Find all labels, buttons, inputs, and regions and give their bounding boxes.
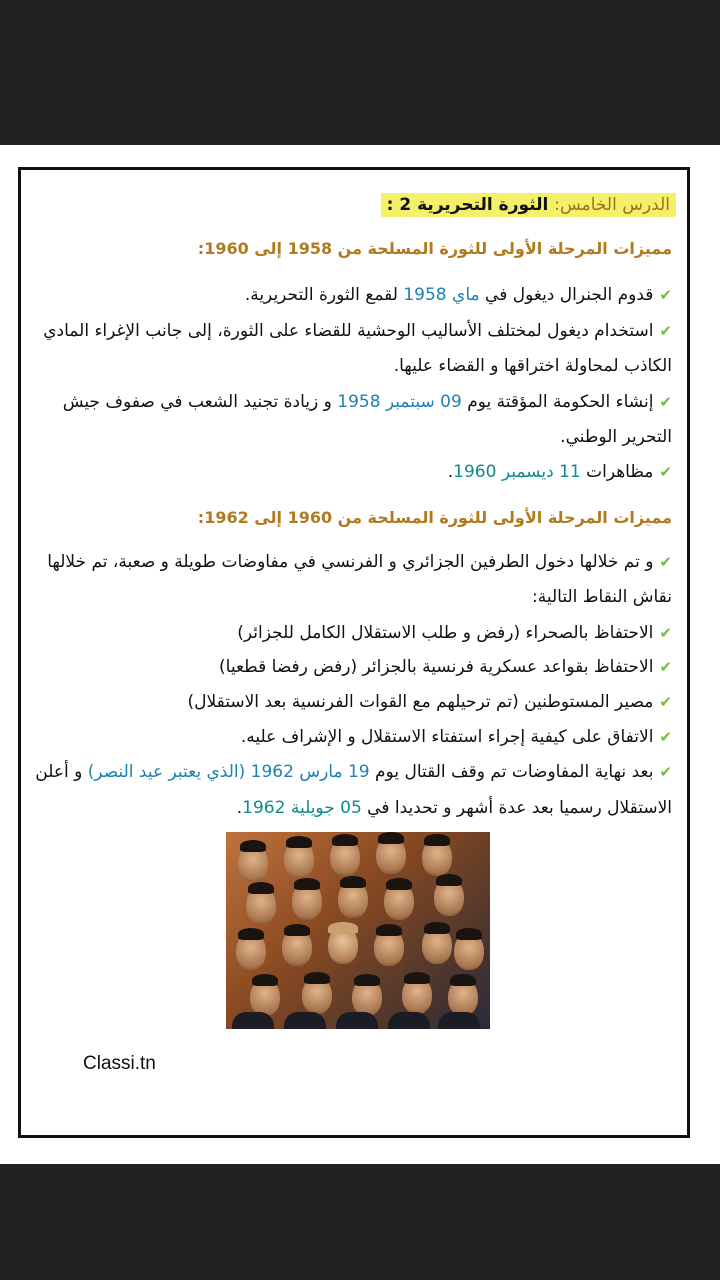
list-item: ✔الاحتفاظ بقواعد عسكرية فرنسية بالجزائر (رفض رفضا قطعيا) — [219, 657, 672, 677]
list-item-continuation: التحرير الوطني. — [560, 427, 672, 447]
check-icon: ✔ — [659, 393, 672, 411]
list-item: ✔الاتفاق على كيفية إجراء استفتاء الاستقلال و الإشراف عليه. — [240, 727, 672, 747]
list-item-continuation: الاستقلال رسميا بعد عدة أشهر و تحديدا في 05 جويلية 1962. — [236, 798, 672, 818]
historical-group-portrait — [226, 832, 490, 1029]
list-item: ✔بعد نهاية المفاوضات تم وقف القتال يوم 19 مارس 1962 (الذي يعتبر عيد النصر) و أعلن — [35, 762, 672, 782]
section1-heading: مميزات المرحلة الأولى للثورة المسلحة من 1958 إلى 1960: — [197, 239, 672, 258]
list-item: ✔قدوم الجنرال ديغول في ماي 1958 لقمع الثورة التحريرية. — [244, 285, 672, 305]
list-item-continuation: الكاذب لمحاولة اختراقها و القضاء عليها. — [393, 356, 672, 376]
check-icon: ✔ — [659, 553, 672, 571]
watermark: Classi.tn — [83, 1053, 156, 1074]
list-item: ✔إنشاء الحكومة المؤقتة يوم 09 سبتمبر 1958 و زيادة تجنيد الشعب في صفوف جيش — [62, 392, 672, 412]
list-item: ✔و تم خلالها دخول الطرفين الجزائري و الفرنسي في مفاوضات طويلة و صعبة، تم خلالها — [47, 552, 672, 572]
check-icon: ✔ — [659, 322, 672, 340]
list-item: ✔استخدام ديغول لمختلف الأساليب الوحشية للقضاء على الثورة، إلى جانب الإغراء المادي — [43, 321, 672, 341]
list-item-continuation: نقاش النقاط التالية: — [532, 587, 672, 607]
check-icon: ✔ — [659, 693, 672, 711]
section2-heading: مميزات المرحلة الأولى للثورة المسلحة من 1960 إلى 1962: — [197, 508, 672, 527]
check-icon: ✔ — [659, 763, 672, 781]
check-icon: ✔ — [659, 658, 672, 676]
list-item: ✔الاحتفاظ بالصحراء (رفض و طلب الاستقلال الكامل للجزائر) — [237, 623, 672, 643]
check-icon: ✔ — [659, 463, 672, 481]
check-icon: ✔ — [659, 286, 672, 304]
list-item: ✔مظاهرات 11 ديسمبر 1960. — [447, 462, 672, 482]
document-page — [0, 145, 720, 1164]
lesson-title-main: الثورة التحريرية 2 : — [386, 195, 549, 215]
check-icon: ✔ — [659, 728, 672, 746]
list-item: ✔مصير المستوطنين (تم ترحيلهم مع القوات الفرنسية بعد الاستقلال) — [187, 692, 672, 712]
check-icon: ✔ — [659, 624, 672, 642]
lesson-title-prefix: الدرس الخامس: — [554, 195, 670, 215]
lesson-title — [381, 193, 676, 217]
